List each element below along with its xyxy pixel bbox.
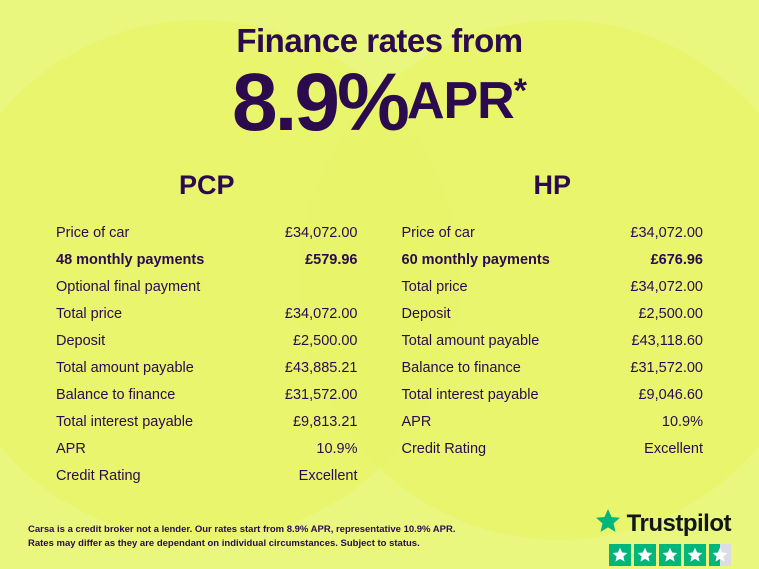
row-label: Price of car [56,224,130,241]
row-value: £34,072.00 [284,224,358,241]
poster-footer [0,505,759,569]
table-row [402,381,704,408]
row-label: Total interest payable [401,386,539,403]
table-row [402,435,704,462]
table-row [402,246,704,273]
row-value: £579.96 [305,251,358,268]
row-value: £43,885.21 [284,359,358,376]
finance-comparison [0,170,759,489]
row-label: Total price [56,305,123,322]
row-label: Optional final payment [56,278,201,295]
rate-percentage: 8.9% [232,57,407,148]
rating-star-icon [659,544,681,566]
row-value: £34,072.00 [630,278,703,295]
trustpilot-star-icon [595,508,621,539]
row-value: 10.9% [661,413,703,430]
row-label: Deposit [56,332,106,349]
table-row [56,435,358,462]
row-label: Total price [401,278,468,295]
row-label: 48 monthly payments [56,251,205,268]
rate-asterisk: * [513,72,527,110]
rating-star-half-icon [709,544,731,566]
table-row [402,273,704,300]
row-label: Credit Rating [56,467,141,484]
row-label: 60 monthly payments [401,251,550,268]
row-value: Excellent [298,467,358,484]
table-row [56,246,358,273]
row-value: £2,500.00 [292,332,358,349]
finance-column-pcp [34,170,380,489]
table-row [56,354,358,381]
row-value: Excellent [644,440,703,457]
table-row [56,327,358,354]
table-row [56,381,358,408]
row-label: APR [56,440,86,457]
table-row [402,408,704,435]
row-value: £34,072.00 [630,224,703,241]
trustpilot-wordmark: Trustpilot [626,509,731,537]
row-label: Credit Rating [401,440,487,457]
row-value: £676.96 [650,251,703,268]
rating-star-icon [684,544,706,566]
table-row [402,219,704,246]
rating-star-icon [609,544,631,566]
row-label: Total interest payable [56,413,194,430]
table-row [56,462,358,489]
table-row [56,300,358,327]
table-row [56,273,358,300]
row-label: Total amount payable [56,359,194,376]
rate-unit: APR [406,72,514,131]
row-value: £31,572.00 [630,359,703,376]
row-value: £43,118.60 [631,332,703,349]
table-row [402,327,704,354]
table-row [402,300,704,327]
row-value: £9,813.21 [292,413,358,430]
row-value: £31,572.00 [284,386,358,403]
row-value: 10.9% [316,440,358,457]
row-value: £34,072.00 [284,305,358,322]
row-label: Balance to finance [401,359,521,376]
row-label: Total amount payable [401,332,540,349]
column-title-hp: HP [533,170,571,201]
row-label: APR [401,413,432,430]
row-label: Price of car [401,224,475,241]
rating-star-icon [634,544,656,566]
finance-column-hp [380,170,726,489]
table-row [56,219,358,246]
trustpilot-badge [595,508,731,566]
row-value: £2,500.00 [638,305,703,322]
headline-rate [0,58,759,148]
row-value: £9,046.60 [638,386,703,403]
disclaimer-text: Carsa is a credit broker not a lender. Our rates start from 8.9% APR, representative 10.9% APR. Rates may differ as they are dependant on individual circumstances. Subject to status. [28,523,456,549]
page-title: Finance rates from [236,22,523,59]
table-row [56,408,358,435]
row-label: Balance to finance [56,386,176,403]
table-row [402,354,704,381]
column-title-pcp: PCP [178,170,235,201]
row-label: Deposit [401,305,451,322]
trustpilot-rating-stars [609,544,731,566]
